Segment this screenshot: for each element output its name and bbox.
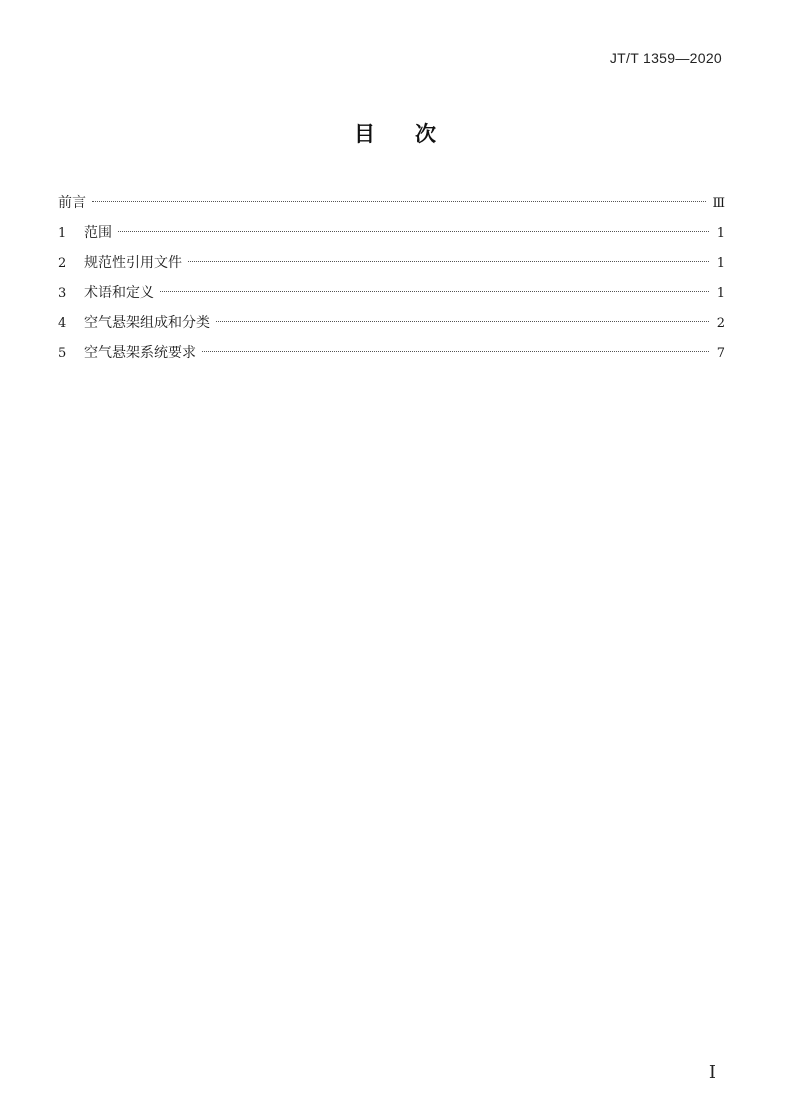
toc-entry-page: 7 [716, 346, 725, 361]
toc-entry-terms-definitions[interactable] [58, 278, 725, 308]
toc-entry-page: 2 [716, 316, 725, 331]
toc-entry-page: Ⅲ [712, 196, 725, 211]
toc-title-char: 目 [354, 122, 375, 146]
toc-entry-page: 1 [716, 286, 725, 301]
toc-entry-page: 1 [716, 226, 725, 241]
toc-entry-system-requirements[interactable] [58, 338, 725, 368]
table-of-contents [58, 188, 725, 368]
toc-leader-dots [118, 230, 709, 232]
toc-leader-dots [160, 290, 709, 292]
toc-entry-normative-references[interactable] [58, 248, 725, 278]
toc-leader-dots [92, 200, 706, 202]
toc-leader-dots [216, 320, 709, 322]
toc-title [0, 118, 790, 148]
toc-entry-composition-classification[interactable] [58, 308, 725, 338]
toc-entry-label: 空气悬架系统要求 [84, 345, 196, 361]
toc-leader-dots [202, 350, 709, 352]
toc-entry-number: 2 [58, 256, 67, 271]
toc-leader-dots [188, 260, 709, 262]
standard-code: JT/T 1359—2020 [609, 50, 722, 66]
toc-entry-page: 1 [716, 256, 725, 271]
toc-title-char: 次 [415, 122, 436, 146]
toc-entry-label: 规范性引用文件 [84, 255, 182, 271]
toc-entry-number: 3 [58, 286, 67, 301]
toc-entry-label: 前言 [58, 195, 86, 211]
toc-entry-label: 术语和定义 [84, 285, 154, 301]
page-number: Ⅰ [708, 1062, 716, 1083]
toc-entry-number: 1 [58, 226, 67, 241]
toc-entry-number: 5 [58, 346, 67, 361]
toc-entry-number: 4 [58, 316, 67, 331]
toc-entry-scope[interactable] [58, 218, 725, 248]
toc-entry-label: 范围 [84, 225, 112, 241]
toc-entry-label: 空气悬架组成和分类 [84, 315, 210, 331]
toc-entry-preface[interactable] [58, 188, 725, 218]
